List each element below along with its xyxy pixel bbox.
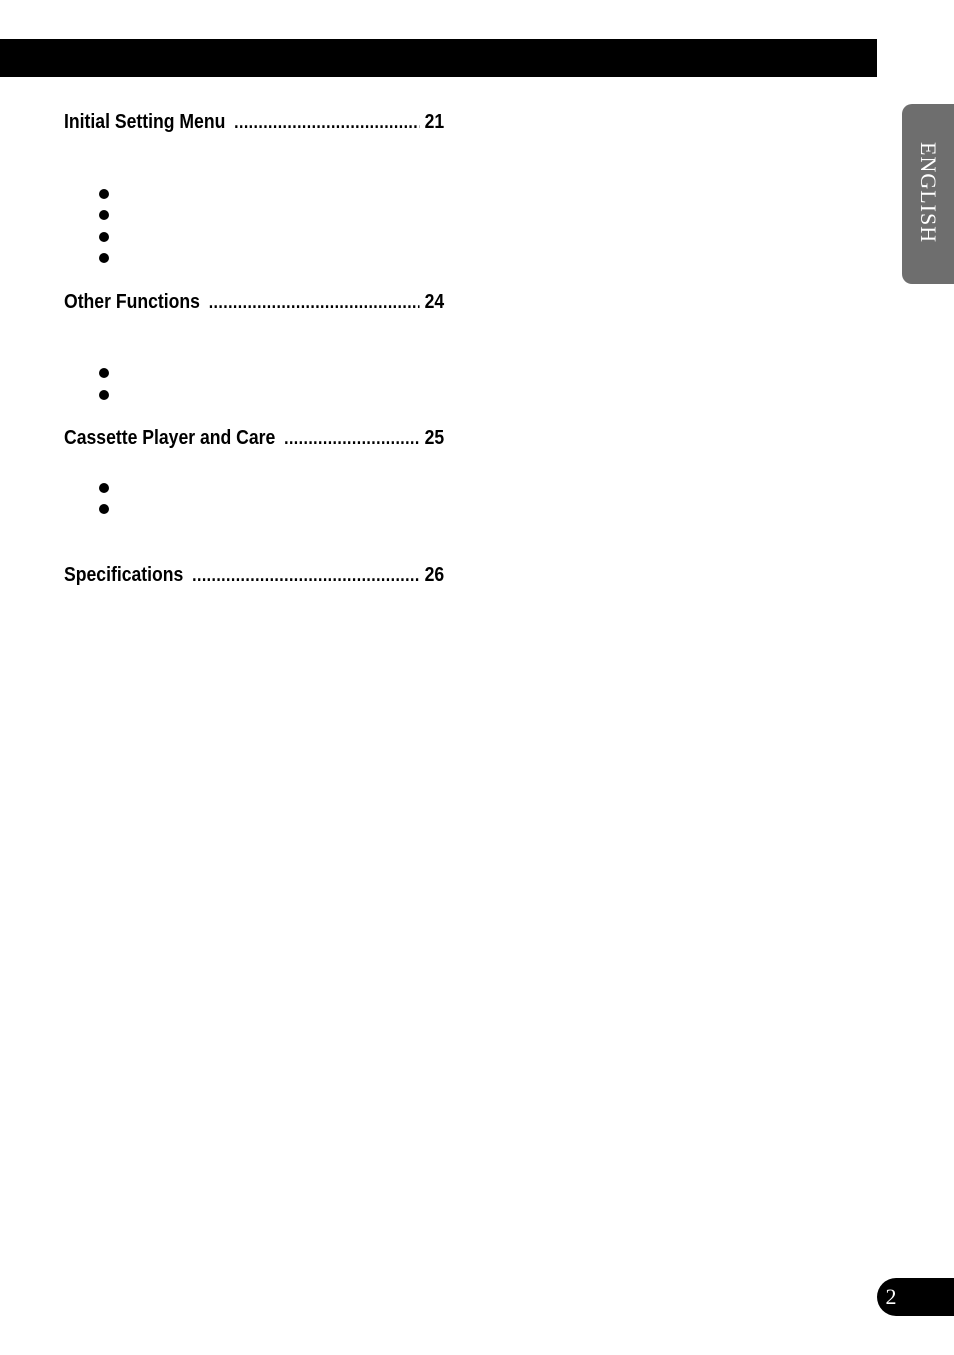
bullet-icon [99,368,109,378]
toc-entry-page: 25 [424,427,445,449]
toc-entry-specifications[interactable] [64,564,444,592]
toc-entry-title: Initial Setting Menu [64,111,226,133]
toc-entry-page: 26 [424,564,445,586]
page-number: 2 [885,1284,897,1309]
toc-entry-title: Specifications [64,564,184,586]
toc-entry-page: 24 [424,291,445,313]
toc-entry-initial-setting-menu[interactable] [64,111,444,139]
bullet-icon [99,189,109,199]
toc-entry-title: Other Functions [64,291,200,313]
bullet-icon [99,232,109,242]
toc-dot-leader [192,565,419,586]
toc-entry-other-functions[interactable] [64,291,444,319]
bullet-icon [99,504,109,514]
toc-dot-leader [234,112,419,133]
toc-entry-page: 21 [424,111,445,133]
page-number-tab [877,1278,954,1316]
bullet-icon [99,253,109,263]
bullet-icon [99,210,109,220]
language-tab [902,104,954,284]
toc-entry-title: Cassette Player and Care [64,427,276,449]
toc-entry-cassette-player-and-care[interactable] [64,427,444,455]
toc-dot-leader [284,428,419,449]
bullet-icon [99,483,109,493]
header-bar [0,39,877,77]
language-tab-label: ENGLISH [916,142,941,244]
toc-dot-leader [209,292,420,313]
bullet-icon [99,390,109,400]
